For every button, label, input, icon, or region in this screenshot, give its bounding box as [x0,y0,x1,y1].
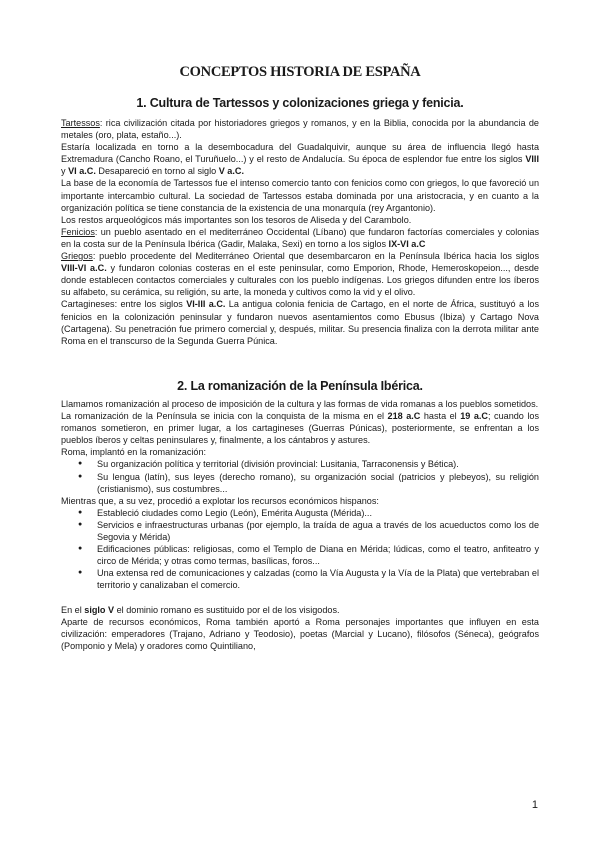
list-item: ● Su lengua (latín), sus leyes (derecho romano), su organización social (patricios y plebeyos), su religión (cristianismo), sus costumbres... [61,471,539,495]
term-tartessos: Tartessos [61,118,100,128]
paragraph-conquest [61,410,539,446]
text-span: La antigua colonia fenicia de Cartago, en el norte de África, sustituyó a los fenicios en la colonización peninsular y fundaron nuevos asentamientos como Ebusus (Ibiza) y Cartago Nova (Cartagena). Su penetración fue primero comercial y, después, militar. Su presencia finaliza con la derrota militar ante Roma en el transcurso de la Segunda Guerra Púnica. [61,299,539,346]
text-span: ; cuando los romanos sometieron, en primer lugar, a los cartagineses (Guerras Púnicas), posteriormente, se enfrentan a los pueblos íberos y celtas peninsulares y, finalmente, a los cántabros y astures. [61,411,539,446]
text-span: hasta el [420,411,461,422]
bold-date: 19 a.C [460,411,488,422]
text-span: y fundaron colonias costeras en el este peninsular, como Emporion, Rhode, Hemeroskopeion..., desde donde establecen contactos comerciales y culturales con los pueblo indígenas. Los griegos difunden entre los íberos su alfabeto, su cerámica, su religión, su arte, la moneda y cultivos como la vid y el olivo. [61,263,539,298]
list-item: ● Servicios e infraestructuras urbanas (por ejemplo, la traída de agua a través de los acueductos como los de Segovia y Mérida) [61,519,539,543]
paragraph-location [61,141,539,177]
bold-date: VIII-VI a.C. [61,263,107,274]
section-1-body [61,117,539,347]
bold-date: VIII [525,154,539,165]
resources-list [61,507,539,592]
paragraph-fenicios [61,226,539,250]
paragraph-personajes: Aparte de recursos económicos, Roma también aportó a Roma personajes importantes que influyen en esta civilización: emperadores (Trajano, Adriano y Teodosio), poetas (Marcial y Lucano), filósofos (Séneca), geógrafos (Pomponio y Mela) y oradores como Quintiliano, [61,616,539,651]
spacer [61,592,539,604]
bold-date: siglo V [84,604,115,615]
text-span: el dominio romano es sustituido por el de los visigodos. [114,604,340,615]
tartessos-text: : rica civilización citada por historiadores griegos y romanos, y en la Biblia, conocida por la abundancia de metales (oro, plata, estaño...). [61,118,539,141]
paragraph-remains: Los restos arqueológicos más importantes son los tesoros de Aliseda y del Carambolo. [61,214,412,225]
bold-date: VI a.C. [68,166,96,177]
list-item: ● Estableció ciudades como Legio (León), Emérita Augusta (Mérida)... [61,507,539,519]
paragraph-definition: Llamamos romanización al proceso de imposición de la cultura y las formas de vida romanas a los pueblos sometidos. [61,399,539,409]
term-fenicios: Fenicios [61,226,95,237]
page-number: 1 [531,799,538,811]
paragraph-economy: La base de la economía de Tartessos fue el intenso comercio tanto con fenicios como con griegos, lo que favoreció un importante intercambio cultural. La sociedad de Tartessos estaba dominada por una aristocracia, y en cuanto a la organización política se tiene constancia de la existencia de una monarquía (rey Argantonio). [61,178,539,213]
paragraph-roma-implanto: Roma, implantó en la romanización: [61,447,207,458]
text-span: Desapareció en torno al siglo [95,166,219,177]
text-span: Cartagineses: entre los siglos [61,299,187,310]
paragraph-tartessos [61,117,539,141]
text-span: : un pueblo asentado en el mediterráneo Occidental (Líbano) que fundaron factorías comerciales y colonias en la costa sur de la Península Ibérica (Gadir, Malaka, Sexi) en torno a los siglos [61,226,539,249]
bold-date: V a.C. [218,166,244,177]
text-span: y [61,166,69,177]
implant-list [61,458,539,494]
term-griegos: Griegos [61,251,93,262]
page-title: CONCEPTOS HISTORIA DE ESPAÑA [179,64,421,80]
bold-date: IX-VI a.C [388,238,426,249]
paragraph-resources: Mientras que, a su vez, procedió a explotar los recursos económicos hispanos: [61,495,379,506]
section-2-heading: 2. La romanización de la Península Ibérica. [177,379,423,393]
text-span: La romanización de la Península se inicia con la conquista de la misma en el [61,411,388,422]
bold-date: 218 a.C [387,411,421,422]
list-item: ● Edificaciones públicas: religiosas, como el Templo de Diana en Mérida; lúdicas, como el teatro, anfiteatro y circo de Mérida; y otras como termas, basílicas, foros... [61,543,539,567]
section-1-heading: 1. Cultura de Tartessos y colonizaciones griega y fenicia. [136,96,464,110]
paragraph-cartagineses [61,298,539,346]
bold-date: VI-III a.C. [186,299,226,310]
paragraph-visigodos [61,604,539,616]
text-span: Estaría localizada en torno a la desembocadura del Guadalquivir, aunque su área de influencia llegó hasta Extremadura (Cancho Roano, el Turuñuelo...) y el resto de Andalucía. Su época de esplendor fue entre los siglos [61,142,539,165]
section-2-body [61,398,539,652]
list-item: ● Su organización política y territorial (división provincial: Lusitania, Tarraconensis y Bética). [61,458,539,470]
text-span: : pueblo procedente del Mediterráneo Oriental que desembarcaron en la Península Ibérica hacia los siglos [92,251,539,262]
list-item: ● Una extensa red de comunicaciones y calzadas (como la Vía Augusta y la Vía de la Plata) que vertebraban el territorio y canalizaban el comercio. [61,567,539,591]
text-span: En el [61,604,85,615]
paragraph-griegos [61,250,539,298]
